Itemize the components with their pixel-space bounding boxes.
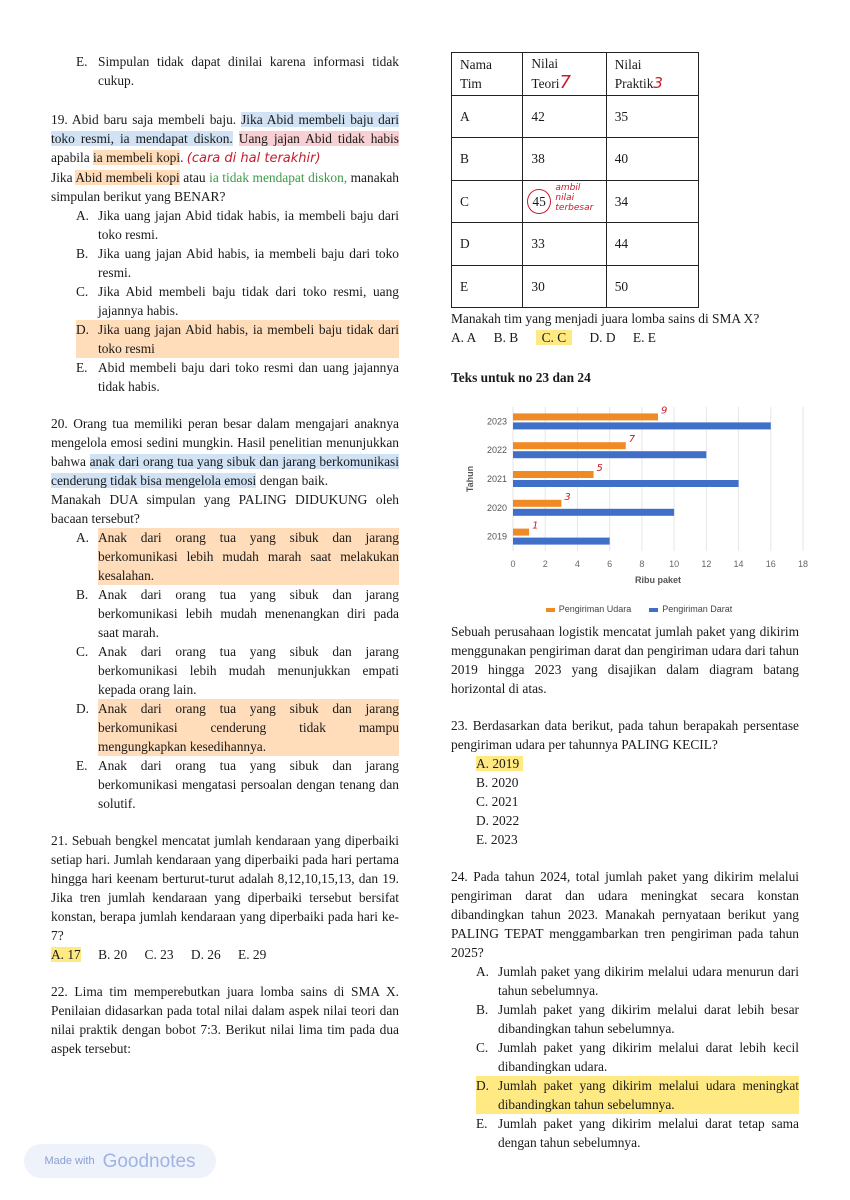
question-24: 24. Pada tahun 2024, total jumlah paket yang dikirim melalui pengiriman darat dan udara meningkat secara konstan dibandingkan tahun 2023. Manakah pernyataan berikut yang PALING TEPAT menggambarkan tren pengiriman pada tahun 2025? bbox=[451, 869, 799, 960]
q20-option-e[interactable]: E. Anak dari orang tua yang sibuk dan jarang berkomunikasi mengatasi persoalan dengan tenang dan solutif. bbox=[76, 758, 399, 811]
highlight-kopi: Abid membeli kopi bbox=[75, 170, 180, 185]
bar-darat bbox=[513, 480, 739, 487]
chart-legend bbox=[459, 600, 819, 619]
handwritten-annotation: ambil nilai terbesar bbox=[555, 182, 594, 213]
q24-options bbox=[451, 962, 799, 1152]
handwritten-value-label: 9 bbox=[661, 405, 668, 417]
score-table bbox=[451, 52, 699, 308]
q22-answer-c[interactable]: C. C bbox=[536, 330, 573, 345]
x-tick-label: 6 bbox=[607, 559, 613, 569]
y-tick-label: 2020 bbox=[486, 502, 507, 513]
x-tick-label: 12 bbox=[701, 559, 712, 569]
question-23: 23. Berdasarkan data berikut, pada tahun berapakah persentase pengiriman udara per tahunnya PALING KECIL? bbox=[451, 718, 799, 752]
x-tick-label: 14 bbox=[733, 559, 744, 569]
q21-answer-d[interactable]: D. 26 bbox=[190, 947, 221, 962]
q22-answer-d[interactable]: D. D bbox=[589, 330, 616, 345]
x-tick-label: 8 bbox=[639, 559, 645, 569]
x-tick-label: 4 bbox=[574, 559, 580, 569]
highlight-premise-2: Uang jajan Abid tidak habis bbox=[238, 131, 399, 146]
chart-svg bbox=[459, 401, 819, 593]
bar-chart bbox=[459, 401, 819, 616]
q20-option-c[interactable]: C. Anak dari orang tua yang sibuk dan jarang berkomunikasi lebih mudah menunjukkan empati kepada orang lain. bbox=[76, 644, 399, 697]
question-21: 21. Sebuah bengkel mencatat jumlah kendaraan yang diperbaiki setiap hari. Jumlah kendaraan yang diperbaiki pada hari pertama hingga hari keenam berturut-turut adalah 8,12,10,15,13, dan 19. Jika tren jumlah kendaraan yang diperbaiki tersebut bersifat konstan, berapa jumlah kendaraan yang diperbaiki pada hari ke-7? bbox=[51, 833, 399, 943]
q22-answer-a[interactable]: A. A bbox=[451, 330, 477, 345]
bar-udara bbox=[513, 471, 594, 478]
y-tick-label: 2021 bbox=[486, 474, 507, 484]
table-header-row bbox=[452, 53, 699, 96]
handwritten-weight: 7 bbox=[559, 72, 571, 94]
x-tick-label: 10 bbox=[669, 559, 680, 569]
q21-answer-e[interactable]: E. 29 bbox=[238, 947, 267, 962]
table-header: Nilai Praktik3 bbox=[606, 53, 698, 96]
handwritten-value-label: 5 bbox=[596, 463, 603, 474]
chart-caption: Sebuah perusahaan logistik mencatat jumlah paket yang dikirim menggunakan pengiriman darat dan pengiriman udara dari tahun 2019 hingga 2023 yang disajikan dalam diagram batang horizontal di atas. bbox=[451, 624, 799, 696]
green-text: ia tidak mendapat diskon, bbox=[209, 170, 348, 185]
q20-option-a[interactable]: A. Anak dari orang tua yang sibuk dan jarang berkomunikasi lebih mudah marah saat melakukan kesalahan. bbox=[76, 530, 399, 583]
q22-answers bbox=[451, 328, 799, 347]
question-22: 22. Lima tim memperebutkan juara lomba sains di SMA X. Penilaian didasarkan pada total nilai dalam aspek nilai teori dan nilai praktik dengan bobot 7:3. Berikut nilai lima tim pada dua aspek tersebut: bbox=[51, 984, 399, 1056]
q21-answer-c[interactable]: C. 23 bbox=[144, 947, 174, 962]
handwritten-value-label: 3 bbox=[564, 491, 571, 503]
bar-darat bbox=[513, 509, 674, 516]
q23-option-d[interactable]: D. 2022 bbox=[476, 813, 520, 828]
table-row: D 33 44 bbox=[452, 223, 699, 266]
q24-option-c[interactable]: C. Jumlah paket yang dikirim melalui darat lebih kecil dibandingkan udara. bbox=[476, 1040, 799, 1074]
q19-option-c[interactable]: C. Jika Abid membeli baju tidak dari toko resmi, uang jajannya habis. bbox=[76, 284, 399, 318]
x-tick-label: 2 bbox=[542, 559, 548, 569]
highlight-finding: anak dari orang tua yang sibuk dan jarang berkomunikasi cenderung tidak bisa mengelola emosi bbox=[51, 454, 399, 488]
q24-option-b[interactable]: B. Jumlah paket yang dikirim melalui darat lebih besar dibandingkan tahun sebelumnya. bbox=[476, 1002, 799, 1036]
q23-options bbox=[451, 754, 799, 849]
x-tick-label: 16 bbox=[765, 559, 776, 569]
q24-option-d[interactable]: D. Jumlah paket yang dikirim melalui udara meningkat dibandingkan tahun sebelumnya. bbox=[476, 1078, 799, 1112]
table-row: C 45 ambil nilai terbesar 34 bbox=[452, 180, 699, 223]
bar-darat bbox=[513, 451, 706, 458]
right-column bbox=[451, 52, 809, 1152]
table-row: A 42 35 bbox=[452, 95, 699, 138]
table-row: B 38 40 bbox=[452, 138, 699, 181]
section-title: Teks untuk no 23 dan 24 bbox=[451, 370, 591, 385]
x-axis-label: Ribu paket bbox=[634, 575, 682, 585]
q21-answers bbox=[51, 945, 399, 964]
q19-option-d-highlighted[interactable]: D. Jika uang jajan Abid habis, ia membeli baju tidak dari toko resmi bbox=[76, 322, 399, 356]
q19-option-b[interactable]: B. Jika uang jajan Abid habis, ia membeli baju dari toko resmi. bbox=[76, 246, 399, 280]
q19-options bbox=[51, 206, 399, 396]
q22-answer-e[interactable]: E. E bbox=[632, 330, 656, 345]
q21-answer-b[interactable]: B. 20 bbox=[98, 947, 128, 962]
bar-udara bbox=[513, 442, 626, 449]
q24-option-a[interactable]: A. Jumlah paket yang dikirim melalui udara menurun dari tahun sebelumnya. bbox=[476, 964, 799, 998]
question-19: 19. Abid baru saja membeli baju. Jika Abid membeli baju dari toko resmi, ia mendapat diskon. Uang jajan Abid tidak habis apabila ia membeli kopi. (cara di hal terakhir) Jika Abid membeli kopi atau ia tidak mendapat diskon, manakah simpulan berikut yang BENAR? bbox=[51, 112, 399, 204]
legend-item-darat: Pengiriman Darat bbox=[649, 600, 732, 619]
handwritten-weight: 3 bbox=[653, 73, 663, 92]
q19-option-a[interactable]: A. Jika uang jajan Abid tidak habis, ia membeli baju dari toko resmi. bbox=[76, 208, 399, 242]
q23-option-e[interactable]: E. 2023 bbox=[476, 832, 518, 847]
circled-value: 45 bbox=[527, 189, 550, 214]
legend-item-udara: Pengiriman Udara bbox=[546, 600, 632, 619]
handwritten-note: (cara di hal terakhir) bbox=[186, 151, 321, 166]
question-20: 20. Orang tua memiliki peran besar dalam mengajari anaknya mengelola emosi sedini mungkin. Hasil penelitian menunjukkan bahwa anak dari orang tua yang sibuk dan jarang berkomunikasi cenderung tidak bisa mengelola emosi dengan baik. Manakah DUA simpulan yang PALING DIDUKUNG oleh bacaan tersebut? bbox=[51, 416, 399, 526]
q18-option-e bbox=[51, 52, 399, 90]
highlight-premise-3: ia membeli kopi bbox=[93, 150, 181, 165]
q20-option-b[interactable]: B. Anak dari orang tua yang sibuk dan jarang berkomunikasi lebih mudah menenangkan diri pada saat marah. bbox=[76, 587, 399, 640]
x-tick-label: 18 bbox=[797, 559, 809, 569]
x-tick-label: 0 bbox=[510, 559, 516, 569]
y-tick-label: 2022 bbox=[486, 445, 507, 456]
table-header: Nilai Teori7 bbox=[523, 53, 606, 96]
q23-option-a[interactable]: A. 2019 bbox=[476, 756, 523, 771]
handwritten-value-label: 7 bbox=[628, 434, 636, 446]
q24-option-e[interactable]: E. Jumlah paket yang dikirim melalui darat tetap sama dengan tahun sebelumnya. bbox=[476, 1116, 799, 1150]
left-column bbox=[51, 52, 399, 1058]
bar-udara bbox=[513, 413, 658, 420]
q20-option-d[interactable]: D. Anak dari orang tua yang sibuk dan jarang berkomunikasi cenderung tidak mampu mengungkapkan kesedihannya. bbox=[76, 701, 399, 754]
q21-answer-a[interactable]: A. 17 bbox=[51, 947, 81, 962]
q23-option-c[interactable]: C. 2021 bbox=[476, 794, 519, 809]
handwritten-value-label: 1 bbox=[532, 520, 539, 532]
table-row: E 30 50 bbox=[452, 265, 699, 308]
q22-answer-b[interactable]: B. B bbox=[493, 330, 519, 345]
option-text: Simpulan tidak dapat dinilai karena informasi tidak cukup. bbox=[98, 54, 399, 88]
y-tick-label: 2019 bbox=[486, 531, 507, 542]
q23-option-b[interactable]: B. 2020 bbox=[476, 775, 519, 790]
q22-question: Manakah tim yang menjadi juara lomba sains di SMA X? bbox=[451, 311, 760, 326]
q20-options bbox=[51, 528, 399, 813]
y-tick-label: 2023 bbox=[486, 416, 507, 427]
option-letter: E. bbox=[76, 54, 88, 69]
bar-darat bbox=[513, 538, 610, 545]
table-header: Nama Tim bbox=[452, 53, 523, 96]
highlight-premise-1: Jika Abid membeli baju dari toko resmi, ia mendapat diskon. bbox=[51, 112, 399, 146]
bar-darat bbox=[513, 422, 771, 429]
watermark-brand: Goodnotes bbox=[102, 1150, 196, 1172]
bar-udara bbox=[513, 500, 561, 507]
y-axis-label: Tahun bbox=[465, 465, 475, 493]
goodnotes-watermark[interactable] bbox=[24, 1144, 216, 1178]
bar-udara bbox=[513, 529, 529, 536]
watermark-small-text: Made with bbox=[44, 1154, 95, 1167]
q19-option-e[interactable]: E. Abid membeli baju dari toko resmi dan uang jajannya tidak habis. bbox=[76, 360, 399, 394]
